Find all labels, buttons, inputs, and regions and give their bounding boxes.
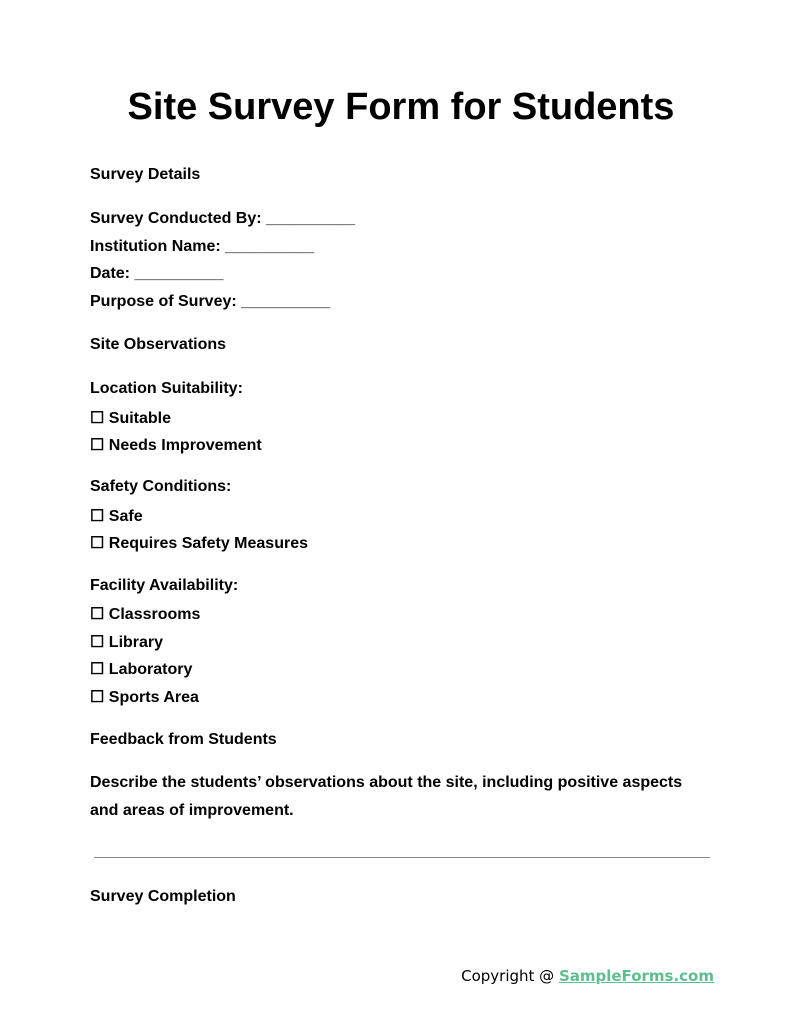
copyright-text: Copyright @ xyxy=(461,967,559,985)
section-feedback: Feedback from Students xyxy=(90,731,277,748)
sampleforms-link[interactable]: SampleForms.com xyxy=(558,967,714,985)
feedback-instructions: Describe the students’ observations about the site, including positive aspects and areas of improvement. xyxy=(90,774,683,819)
facility-label: Facility Availability: xyxy=(90,577,239,594)
section-survey-details: Survey Details xyxy=(90,166,201,183)
option-suitable[interactable]: ☐ Suitable xyxy=(90,410,172,427)
footer xyxy=(461,967,714,985)
section-completion: Survey Completion xyxy=(90,888,236,905)
option-needs-improvement[interactable]: ☐ Needs Improvement xyxy=(90,437,262,454)
page-title: Site Survey Form for Students xyxy=(127,86,675,128)
location-label: Location Suitability: xyxy=(90,380,243,397)
safety-label: Safety Conditions: xyxy=(90,478,232,495)
option-sports-area[interactable]: ☐ Sports Area xyxy=(90,689,199,706)
field-date: Date: __________ xyxy=(90,265,224,282)
field-purpose: Purpose of Survey: __________ xyxy=(90,293,331,310)
field-conducted-by: Survey Conducted By: __________ xyxy=(90,210,356,227)
field-institution: Institution Name: __________ xyxy=(90,238,315,255)
option-safe[interactable]: ☐ Safe xyxy=(90,508,143,525)
divider xyxy=(94,857,710,858)
section-site-observations: Site Observations xyxy=(90,336,227,353)
option-laboratory[interactable]: ☐ Laboratory xyxy=(90,661,193,678)
option-classrooms[interactable]: ☐ Classrooms xyxy=(90,606,201,623)
option-library[interactable]: ☐ Library xyxy=(90,634,164,651)
option-requires-safety[interactable]: ☐ Requires Safety Measures xyxy=(90,535,308,552)
